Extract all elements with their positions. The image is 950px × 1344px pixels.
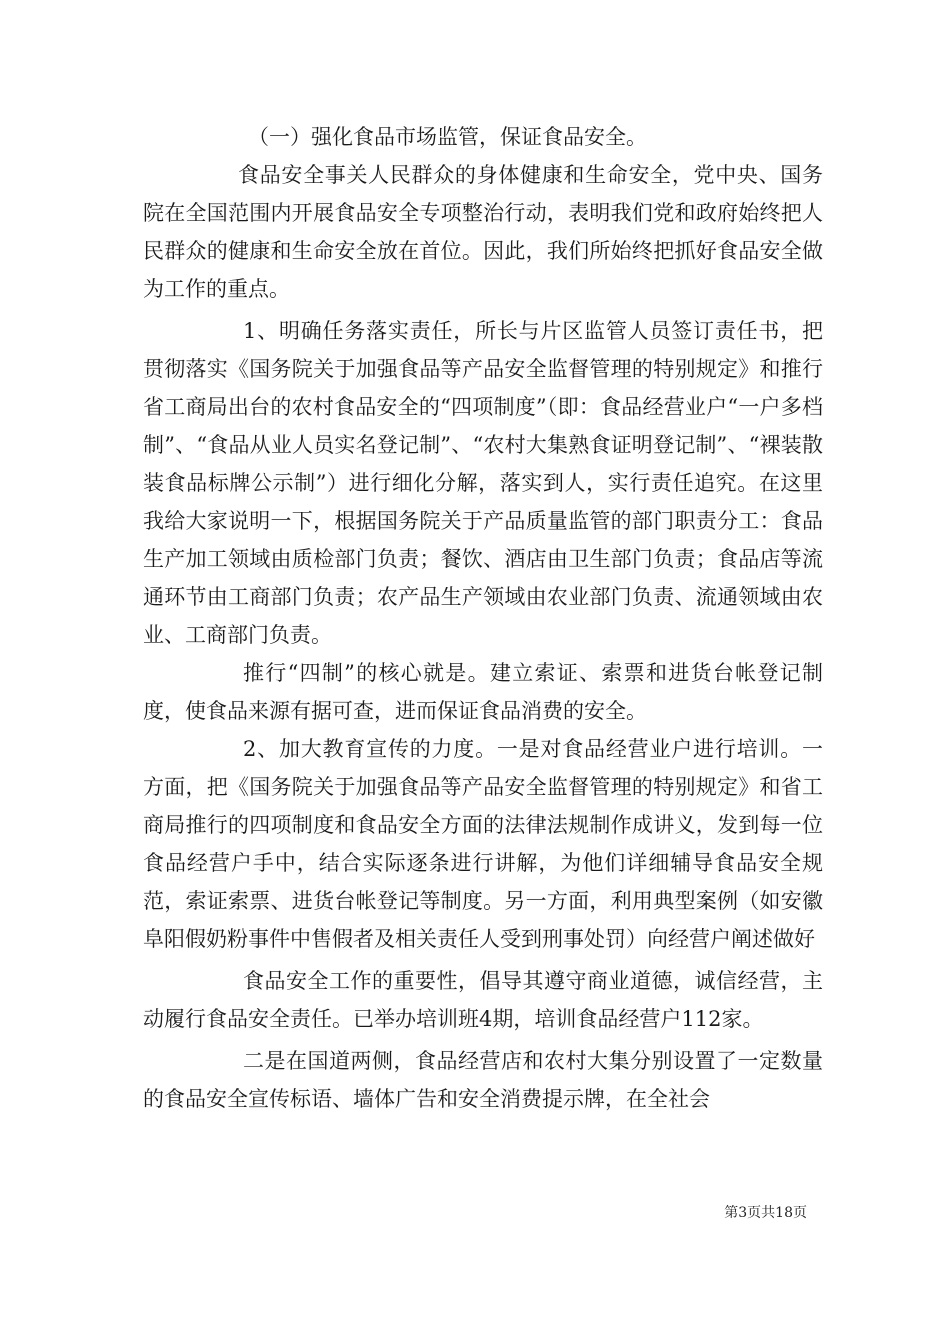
paragraph-training: 食品安全工作的重要性，倡导其遵守商业道德，诚信经营，主动履行食品安全责任。已举办培训班4期，培训食品经营户112家。 [143, 969, 823, 1031]
paragraph-item-2: 2、加大教育宣传的力度。一是对食品经营业户进行培训。一方面，把《国务院关于加强食品等产品安全监督管理的特别规定》和省工商局推行的四项制度和食品安全方面的法律法规制作成讲义，发到每一位食品经营户手中，结合实际逐条进行讲解，为他们详细辅导食品安全规范，索证索票、进货台帐登记等制度。另一方面，利用典型案例（如安徽阜阳假奶粉事件中售假者及相关责任人受到刑事处罚）向经营户阐述做好 [143, 737, 823, 951]
paragraph-four-systems: 推行“四制”的核心就是。建立索证、索票和进货台帐登记制度，使食品来源有据可查，进而保证食品消费的安全。 [143, 661, 823, 723]
page-number: 第3页共18页 [724, 1205, 807, 1221]
paragraph-intro: 食品安全事关人民群众的身体健康和生命安全，党中央、国务院在全国范围内开展食品安全专项整治行动，表明我们党和政府始终把人民群众的健康和生命安全放在首位。因此，我们所始终把抓好食品安全做为工作的重点。 [143, 163, 823, 301]
section-heading: （一）强化食品市场监管，保证食品安全。 [248, 125, 647, 149]
paragraph-item-1: 1、明确任务落实责任，所长与片区监管人员签订责任书，把贯彻落实《国务院关于加强食品等产品安全监督管理的特别规定》和推行省工商局出台的农村食品安全的“四项制度”（即：食品经营业户“一户多档制”、“食品从业人员实名登记制”、“农村大集熟食证明登记制”、“裸装散装食品标牌公示制”）进行细化分解，落实到人，实行责任追究。在这里我给大家说明一下，根据国务院关于产品质量监管的部门职责分工：食品生产加工领域由质检部门负责；餐饮、酒店由卫生部门负责；食品店等流通环节由工商部门负责；农产品生产领域由农业部门负责、流通领域由农业、工商部门负责。 [143, 319, 823, 647]
paragraph-publicity: 二是在国道两侧，食品经营店和农村大集分别设置了一定数量的食品安全宣传标语、墙体广告和安全消费提示牌，在全社会 [143, 1049, 823, 1111]
document-body [143, 118, 823, 1118]
